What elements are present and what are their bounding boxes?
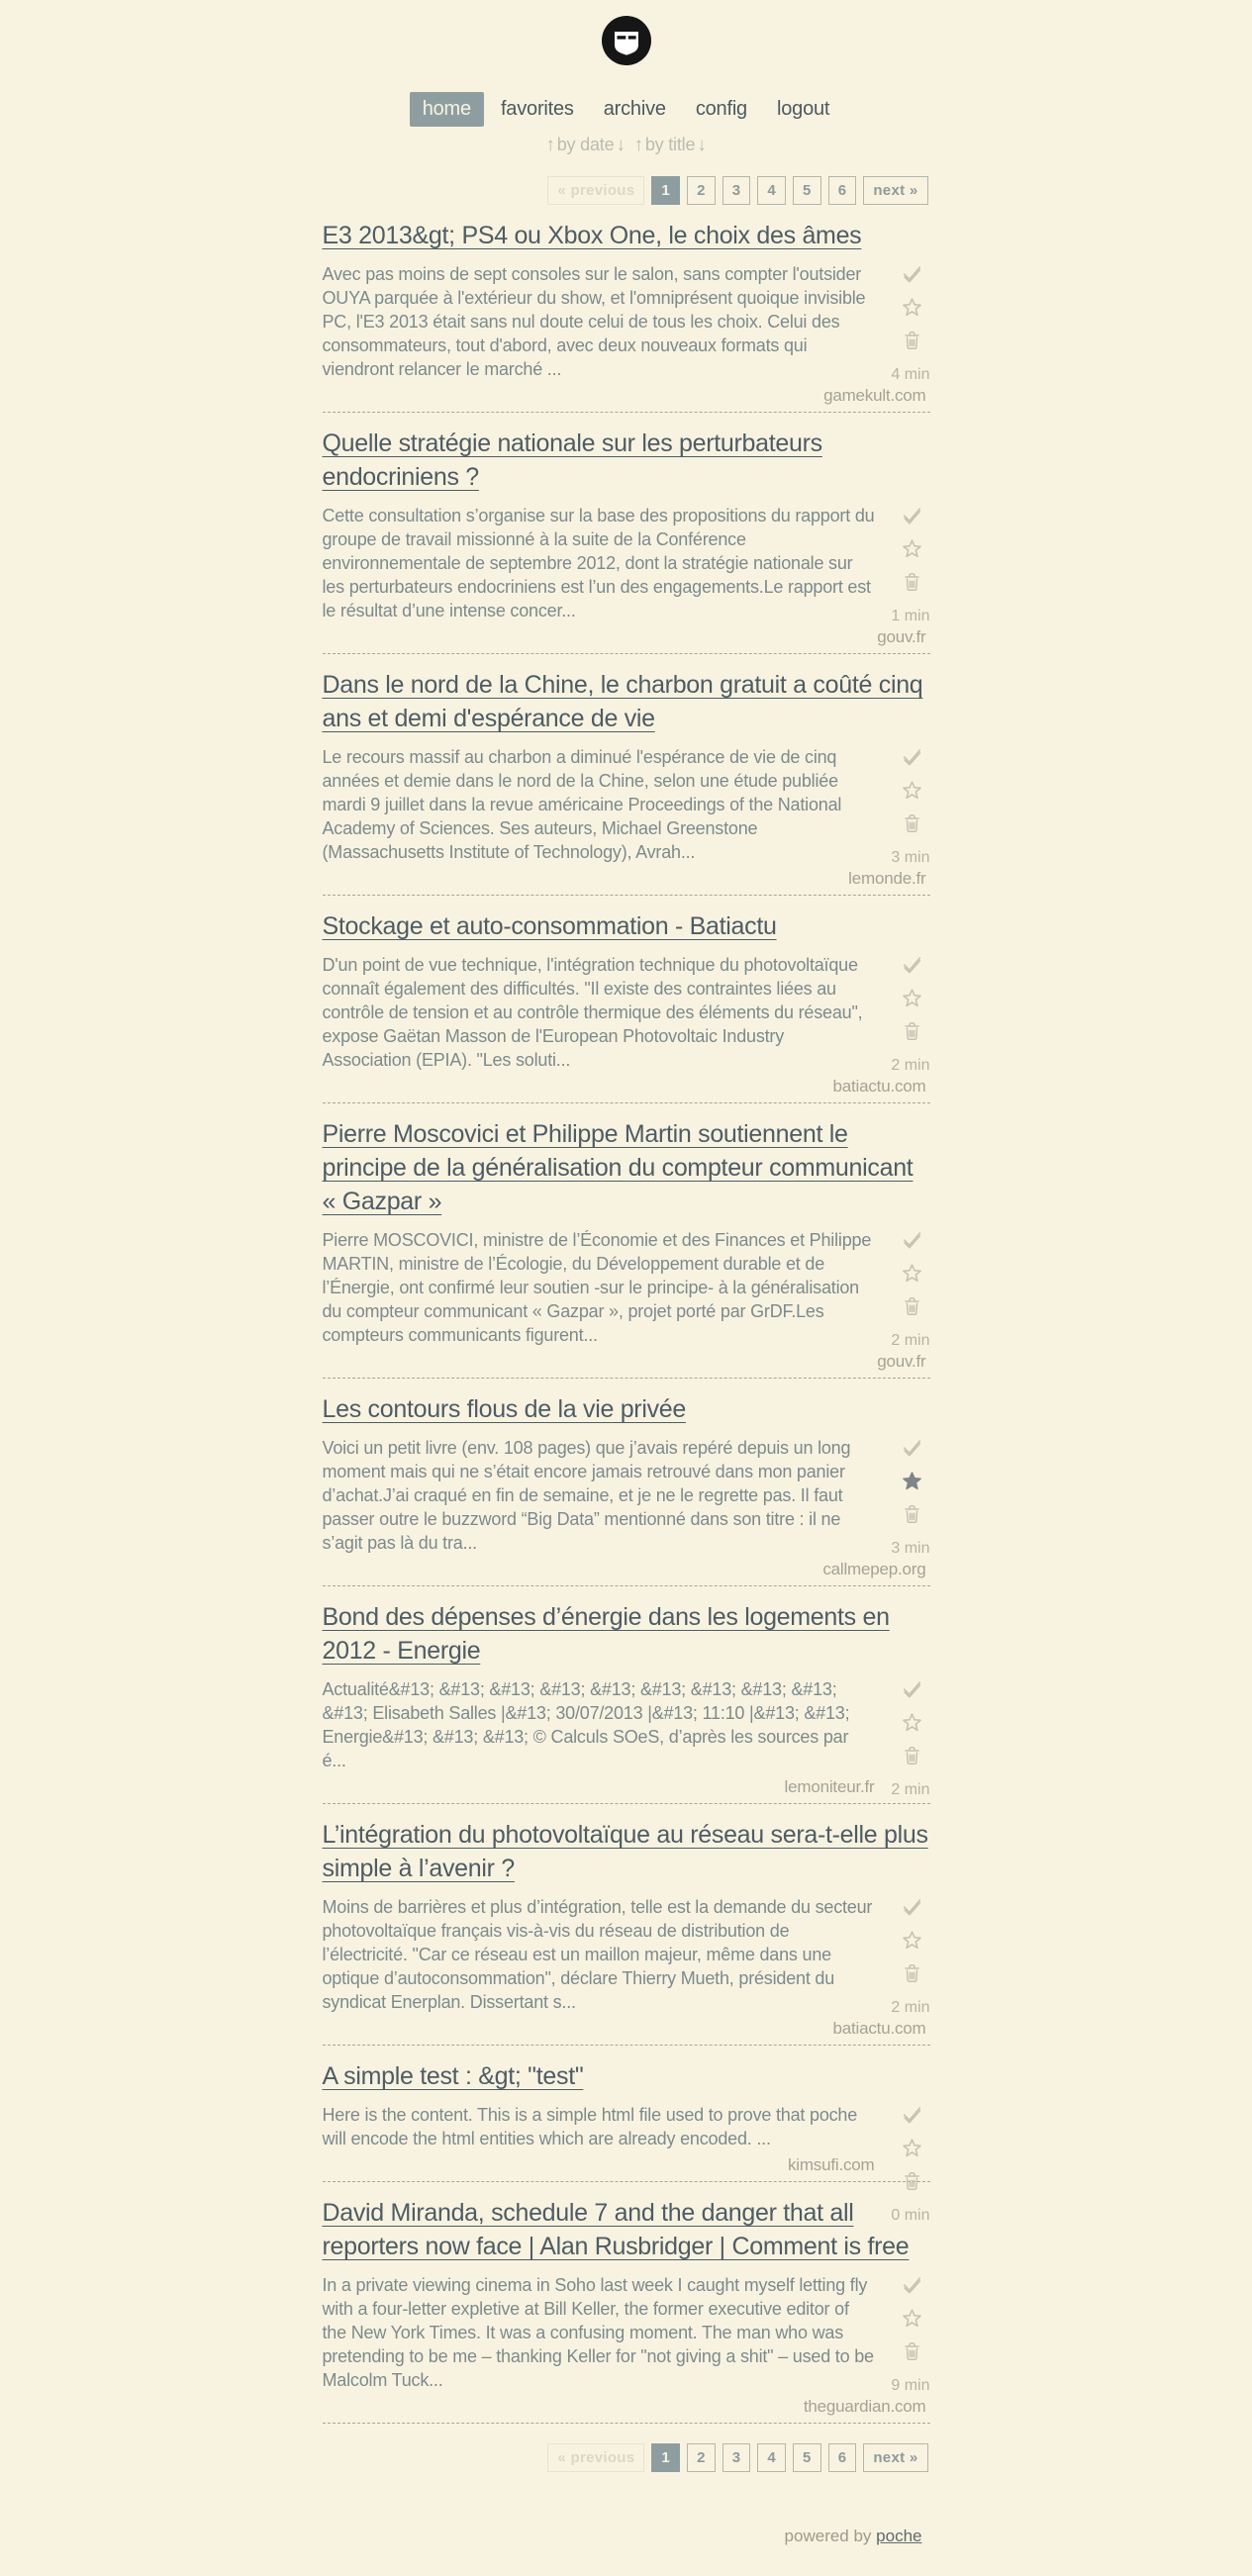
delete-trash-icon[interactable]: [875, 571, 930, 604]
article-content: [323, 262, 930, 412]
article-tools: [875, 1438, 930, 1558]
footer: [323, 2527, 922, 2576]
article-title: [323, 1600, 930, 1668]
source-domain-row: [323, 622, 930, 653]
source-domain: lemoniteur.fr: [784, 1777, 875, 1796]
article-content: [323, 504, 930, 653]
article-title: [323, 909, 930, 943]
source-domain: kimsufi.com: [787, 2155, 875, 2174]
source-domain-row: [323, 2150, 930, 2181]
mark-as-read-icon[interactable]: [875, 955, 930, 988]
article-content: [322, 2103, 930, 2224]
mark-as-read-icon[interactable]: [875, 2275, 930, 2308]
article-title-link[interactable]: L’intégration du photovoltaïque au réseau sera-t-elle plus simple à l’avenir ?: [322, 1821, 928, 1882]
article-title: [323, 1392, 930, 1426]
source-domain: gouv.fr: [877, 627, 926, 646]
article-title: [323, 219, 930, 252]
pagination-page-1[interactable]: 1: [651, 2443, 680, 2472]
sort-date-desc-arrow-icon[interactable]: ↓: [616, 135, 626, 155]
article-tools: [875, 2105, 930, 2225]
pagination-page-5[interactable]: 5: [793, 176, 821, 205]
article-title-link[interactable]: Quelle stratégie nationale sur les perturbateurs endocriniens ?: [322, 429, 822, 491]
article-title: [323, 1818, 930, 1885]
delete-trash-icon[interactable]: [875, 2340, 930, 2373]
article-entry: [323, 427, 930, 654]
article-entry: [323, 668, 930, 896]
reading-time: 2 min: [891, 1781, 930, 1798]
delete-trash-icon[interactable]: [875, 1295, 930, 1328]
nav-item-config[interactable]: config: [695, 98, 747, 120]
favorite-star-icon[interactable]: [875, 2308, 930, 2340]
sort-date-asc-arrow-icon[interactable]: ↑: [545, 135, 555, 155]
article-entry: [323, 2196, 930, 2424]
mark-as-read-icon[interactable]: [875, 506, 930, 538]
source-domain-row: [323, 1347, 930, 1378]
article-content: [323, 745, 930, 895]
reading-time: 1 min: [891, 608, 930, 624]
article-tools: [875, 1230, 930, 1350]
article-content: [323, 1677, 930, 1803]
article-excerpt: Voici un petit livre (env. 108 pages) que j’avais repéré depuis un long moment mais qui ne s’était encore jamais retrouvé dans mon panier d’achat.J’ai craqué en fin de semaine, et je ne le regrette pas. Il faut passer outre le buzzword “Big Data” mentionné dans son titre : il ne s’agit pas là du tra...: [322, 1438, 851, 1553]
nav-item-home[interactable]: home: [410, 92, 484, 127]
pagination-page-3[interactable]: 3: [722, 2443, 751, 2472]
sort-controls: [323, 135, 930, 156]
article-excerpt: D'un point de vue technique, l'intégration technique du photovoltaïque connaît également des difficultés. "Il existe des contraintes liées au contrôle de tension et au contrôle thermique des éléments du réseau", expose Gaëtan Masson de l'European Photovoltaic Industry Association (EPIA). "Les soluti...: [322, 955, 863, 1070]
article-tools: [875, 1897, 930, 2017]
favorite-star-icon[interactable]: [875, 988, 930, 1020]
favorite-star-icon[interactable]: [875, 780, 930, 812]
page-container: [323, 0, 930, 2576]
article-content: [323, 1228, 930, 1378]
pagination-top: [323, 176, 928, 205]
sort-date-label: by date: [556, 135, 615, 154]
delete-trash-icon[interactable]: [875, 1962, 930, 1995]
mark-as-read-icon[interactable]: [875, 747, 930, 780]
article-title: [323, 2059, 930, 2093]
reading-time: 9 min: [891, 2377, 930, 2394]
article-entry: [323, 1818, 930, 2046]
favorite-star-icon[interactable]: [875, 1930, 930, 1962]
pagination-page-6[interactable]: 6: [828, 176, 857, 205]
source-domain-row: [323, 381, 930, 412]
article-entry: [323, 1392, 930, 1586]
article-excerpt: Le recours massif au charbon a diminué l'espérance de vie de cinq années et demie dans le nord de la Chine, selon une étude publiée mardi 9 juillet dans la revue américaine Proceedings of the National Academy of Sciences. Ses auteurs, Michael Greenstone (Massachusetts Institute of Technology), Avrah...: [322, 747, 842, 862]
source-domain: gamekult.com: [823, 386, 926, 405]
article-title-link[interactable]: Bond des dépenses d’énergie dans les logements en 2012 - Energie: [322, 1603, 890, 1665]
favorite-star-icon[interactable]: [875, 1263, 930, 1295]
pagination-page-1[interactable]: 1: [651, 176, 680, 205]
reading-time: 0 min: [891, 2207, 930, 2224]
article-tools: [875, 264, 930, 384]
main-nav-list: [323, 92, 930, 127]
source-domain-row: [323, 1072, 930, 1102]
pagination-page-4[interactable]: 4: [757, 176, 786, 205]
source-domain-row: [323, 1555, 930, 1585]
article-title: [323, 1117, 930, 1218]
pagination-next[interactable]: next »: [863, 176, 927, 205]
pagination-page-2[interactable]: 2: [687, 176, 716, 205]
pagination-previous: « previous: [547, 2443, 644, 2472]
article-excerpt: Cette consultation s’organise sur la base des propositions du rapport du groupe de travail missionné à la suite de la Conférence environnementale de septembre 2012, dont la stratégie nationale sur les perturbateurs endocriniens est l’un des engagements.Le rapport est le résultat d’une intense concer...: [322, 506, 875, 620]
article-tools: [875, 2275, 930, 2395]
delete-trash-icon[interactable]: [875, 330, 930, 362]
article-excerpt: Moins de barrières et plus d’intégration, telle est la demande du secteur photovoltaïque français vis-à-vis du réseau de distribution de l’électricité. "Car ce réseau est un maillon majeur, même dans une optique d’autoconsommation", déclare Thierry Mueth, président du syndicat Enerplan. Dissertant s...: [322, 1897, 873, 2012]
article-title-link[interactable]: E3 2013&gt; PS4 ou Xbox One, le choix des âmes: [322, 222, 862, 249]
article-entry: [323, 219, 930, 413]
article-tools: [875, 1679, 930, 1799]
sort-title-asc-arrow-icon[interactable]: ↑: [633, 135, 643, 155]
pagination-previous: « previous: [547, 176, 644, 205]
reading-time: 2 min: [891, 1057, 930, 1074]
pagination-page-2[interactable]: 2: [687, 2443, 716, 2472]
mark-as-read-icon[interactable]: [875, 1230, 930, 1263]
main-nav: [323, 92, 930, 127]
sort-title-desc-arrow-icon[interactable]: ↓: [697, 135, 707, 155]
entries-list: [323, 219, 930, 2424]
reading-time: 3 min: [891, 1540, 930, 1557]
source-domain: batiactu.com: [832, 2019, 926, 2038]
article-title: [323, 668, 930, 735]
pagination-bottom: [323, 2443, 928, 2472]
delete-trash-icon[interactable]: [875, 2170, 930, 2203]
app-header: [323, 16, 930, 70]
sort-title-label: by title: [644, 135, 696, 154]
pagination-page-5[interactable]: 5: [793, 2443, 821, 2472]
pagination-page-6[interactable]: 6: [828, 2443, 857, 2472]
article-title-link[interactable]: David Miranda, schedule 7 and the danger that all reporters now face | Alan Rusbridger | Comment is free: [322, 2199, 910, 2260]
article-title: [323, 2196, 930, 2263]
pagination-next[interactable]: next »: [863, 2443, 927, 2472]
poche-brand-link[interactable]: poche: [876, 2527, 922, 2545]
article-content: [323, 1436, 930, 1585]
favorite-star-icon[interactable]: [875, 1471, 930, 1503]
article-title-link[interactable]: A simple test : &gt; "test": [322, 2062, 584, 2090]
article-entry: [323, 1600, 930, 1804]
reading-time: 4 min: [891, 366, 930, 383]
source-domain: lemonde.fr: [848, 869, 926, 888]
delete-trash-icon[interactable]: [875, 1020, 930, 1053]
article-tools: [875, 955, 930, 1075]
delete-trash-icon[interactable]: [875, 812, 930, 845]
article-content: [323, 1895, 930, 2045]
source-domain: theguardian.com: [803, 2397, 926, 2416]
favorite-star-icon[interactable]: [875, 1712, 930, 1745]
article-content: [323, 953, 930, 1102]
favorite-star-icon[interactable]: [875, 538, 930, 571]
reading-time: 2 min: [891, 1332, 930, 1349]
reading-time: 3 min: [891, 849, 930, 866]
article-entry: [323, 1117, 930, 1379]
favorite-star-icon[interactable]: [875, 297, 930, 330]
source-domain: batiactu.com: [832, 1077, 926, 1096]
source-domain-row: [323, 1772, 930, 1803]
source-domain-row: [323, 864, 930, 895]
nav-item-archive[interactable]: archive: [603, 98, 666, 120]
article-title-link[interactable]: Les contours flous de la vie privée: [322, 1395, 686, 1423]
pagination-page-4[interactable]: 4: [757, 2443, 786, 2472]
delete-trash-icon[interactable]: [875, 1503, 930, 1536]
mark-as-read-icon[interactable]: [875, 2105, 930, 2138]
delete-trash-icon[interactable]: [875, 1745, 930, 1777]
reading-time: 2 min: [891, 1999, 930, 2016]
nav-item-logout[interactable]: logout: [776, 98, 830, 120]
powered-by-label: powered by: [784, 2527, 872, 2545]
article-excerpt: Here is the content. This is a simple html file used to prove that poche will encode the html entities which are already encoded. ...: [322, 2105, 858, 2148]
article-title: [323, 427, 930, 494]
article-entry: [323, 909, 930, 1103]
article-title-link[interactable]: Stockage et auto-consommation - Batiactu: [322, 912, 777, 940]
favorite-star-icon[interactable]: [875, 2138, 930, 2170]
article-tools: [875, 747, 930, 867]
pagination-page-3[interactable]: 3: [722, 176, 751, 205]
article-excerpt: In a private viewing cinema in Soho last week I caught myself letting fly with a four-letter expletive at Bill Keller, the former executive editor of the New York Times. It was a confusing moment. The man who was pretending to be me – thanking Keller for "not giving a shit" – used to be Malcolm Tuck...: [322, 2275, 874, 2390]
article-excerpt: Pierre MOSCOVICI, ministre de l’Économie et des Finances et Philippe MARTIN, ministre de l’Écologie, du Développement durable et de l’Énergie, ont confirmé leur soutien -sur le principe- à la généralisation du compteur communicant « Gazpar », projet porté par GrDF.Les compteurs communicants figurent...: [322, 1230, 872, 1345]
article-content: [323, 2273, 930, 2423]
article-excerpt: Avec pas moins de sept consoles sur le salon, sans compter l'outsider OUYA parquée à l'extérieur du show, et l'omniprésent quoique invisible PC, l'E3 2013 était sans nul doute celui de tous les choix. Celui des consommateurs, tout d'abord, avec deux nouveaux formats qui viendront relancer le marché ...: [322, 264, 866, 379]
article-tools: [875, 506, 930, 625]
source-domain-row: [323, 2014, 930, 2045]
nav-item-favorites[interactable]: favorites: [500, 98, 574, 120]
source-domain-row: [323, 2392, 930, 2423]
source-domain: gouv.fr: [877, 1352, 926, 1371]
article-title-link[interactable]: Pierre Moscovici et Philippe Martin soutiennent le principe de la généralisation du compteur communicant « Gazpar »: [322, 1120, 914, 1215]
poche-pocket-logo: [602, 16, 651, 65]
mark-as-read-icon[interactable]: [875, 264, 930, 297]
article-title-link[interactable]: Dans le nord de la Chine, le charbon gratuit a coûté cinq ans et demi d'espérance de vie: [322, 671, 923, 732]
mark-as-read-icon[interactable]: [875, 1897, 930, 1930]
mark-as-read-icon[interactable]: [875, 1438, 930, 1471]
mark-as-read-icon[interactable]: [875, 1679, 930, 1712]
article-entry: [322, 2059, 930, 2224]
source-domain: callmepep.org: [822, 1560, 926, 1578]
article-excerpt: Actualité&#13; &#13; &#13; &#13; &#13; &#13; &#13; &#13; &#13; &#13; Elisabeth Salles |&#13; 30/07/2013 |&#13; 11:10 |&#13; &#13; Energie&#13; &#13; &#13; © Calculs SOeS, d’après les sources par é...: [322, 1679, 850, 1770]
